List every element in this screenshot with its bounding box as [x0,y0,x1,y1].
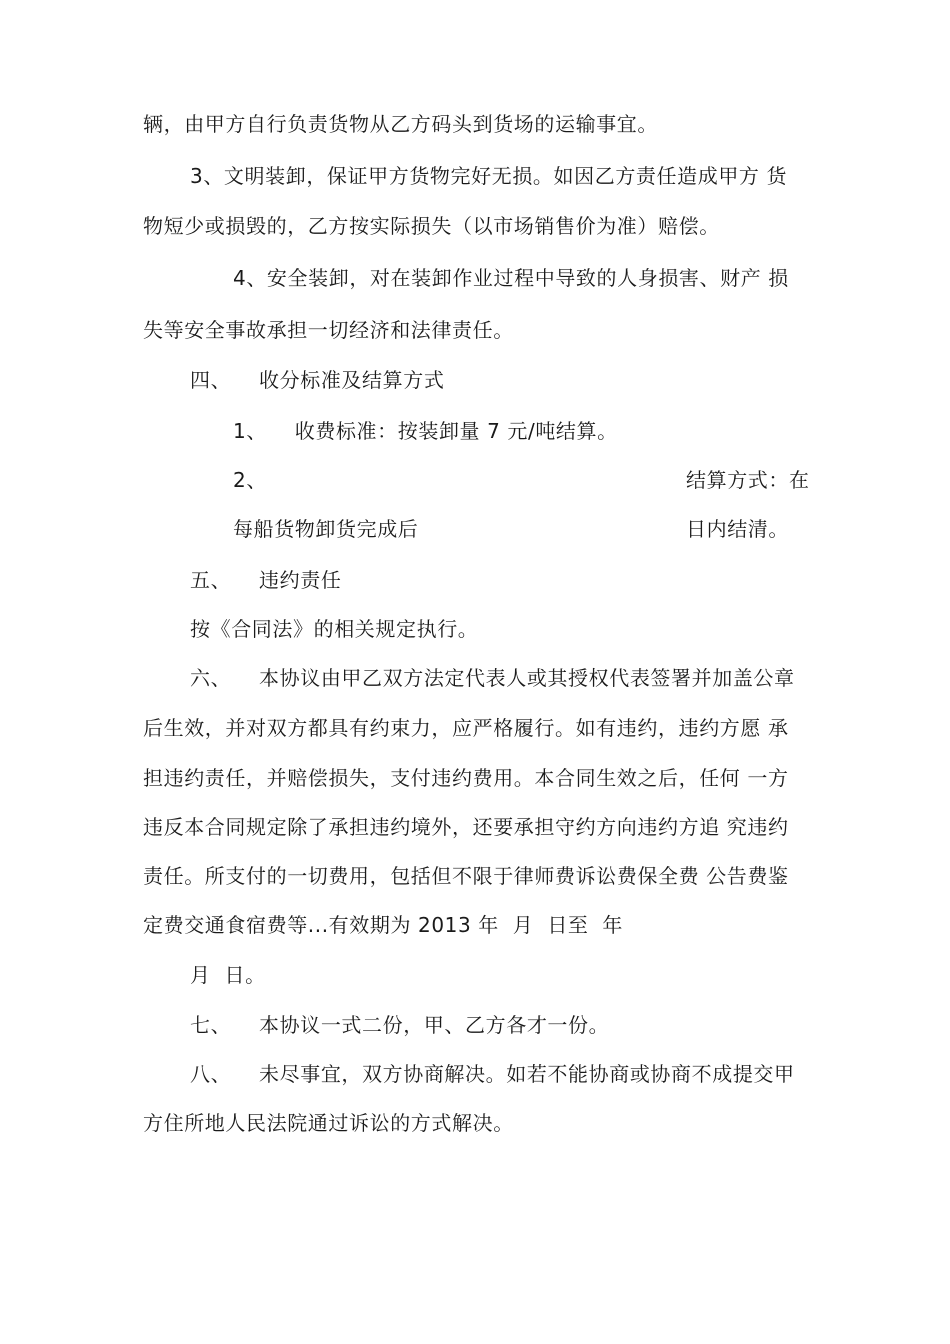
clause-4-line-1: 4、安全装卸，对在装卸作业过程中导致的人身损害、财产 损 [233,266,789,290]
section-5-heading: 五、 违约责任 [190,568,342,592]
section-6-line-2: 后生效，并对双方都具有约束力，应严格履行。如有违约，违约方愿 承 [143,716,789,740]
section-4-heading: 四、 收分标准及结算方式 [190,368,445,392]
section-8-line-2: 方住所地人民法院通过诉讼的方式解决。 [143,1111,514,1135]
clause-4-line-2: 失等安全事故承担一切经济和法律责任。 [143,318,514,342]
settlement-condition: 每船货物卸货完成后 [233,517,419,541]
section-7-line: 七、 本协议一式二份，甲、乙方各才一份。 [190,1013,610,1037]
section-6-line-5: 责任。所支付的一切费用，包括但不限于律师费诉讼费保全费 公告费鉴 [143,864,789,888]
section-6-validity-line: 定费交通食宿费等...有效期为 2013 年 月 日至 年 [143,913,624,937]
section-6-line-3: 担违约责任，并赔偿损失，支付违约费用。本合同生效之后，任何 一方 [143,766,789,790]
clause-3-line-2: 物短少或损毁的，乙方按实际损失（以市场销售价为准）赔偿。 [143,214,720,238]
settlement-deadline: 日内结清。 [686,517,789,541]
section-8-line-1: 八、 未尽事宜，双方协商解决。如若不能协商或协商不成提交甲 [190,1062,795,1086]
fee-standard-line: 1、 收费标准：按装卸量 7 元/吨结算。 [233,419,618,443]
section-5-body: 按《合同法》的相关规定执行。 [190,617,479,641]
paragraph-line-1: 辆，由甲方自行负责货物从乙方码头到货场的运输事宜。 [143,112,658,136]
settlement-item-number: 2、 [233,468,267,492]
section-6-validity-end: 月 日。 [190,963,266,987]
section-6-line-4: 违反本合同规定除了承担违约境外，还要承担守约方向违约方追 究违约 [143,815,789,839]
clause-3-line-1: 3、文明装卸，保证甲方货物完好无损。如因乙方责任造成甲方 货 [190,164,788,188]
section-6-line-1: 六、 本协议由甲乙双方法定代表人或其授权代表签署并加盖公章 [190,666,795,690]
settlement-method-label: 结算方式：在 [686,468,810,492]
